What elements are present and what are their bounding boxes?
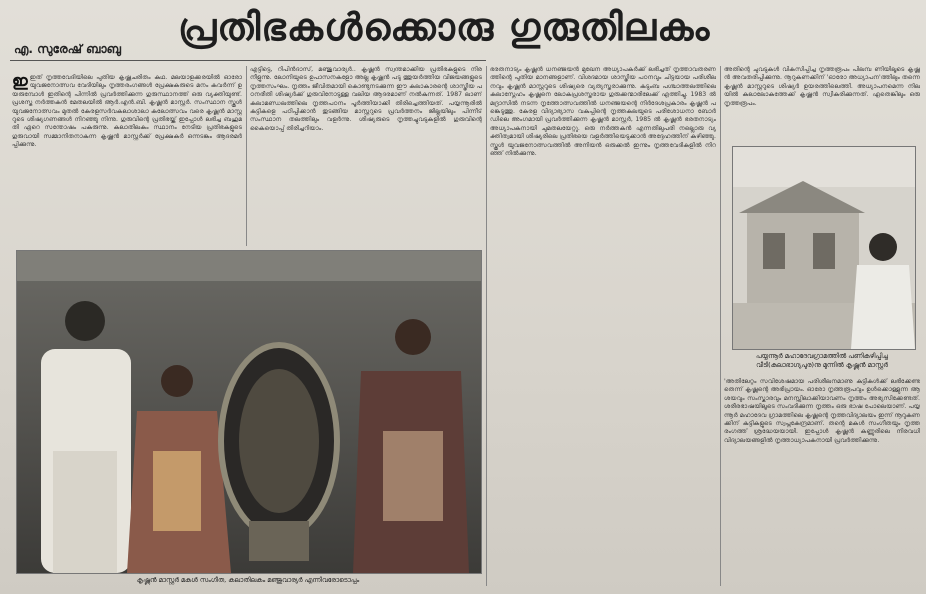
side-photo-caption-line-2: വീടി(കലാഭാഗ്യപുര)നു മുന്നിൽ കൃഷ്ണൻ മാസ്റ്റർ: [756, 361, 888, 369]
main-photo-illustration: [17, 251, 481, 573]
column-divider: [486, 66, 487, 586]
side-photo-caption: [724, 352, 920, 372]
main-photo: [16, 250, 482, 574]
main-photo-caption: കൃഷ്ണൻ മാസ്റ്റർ മകൾ സംഗീത, കലാതിലകം മഞ്ജുവാര്യർ എന്നിവരോടൊപ്പം: [136, 576, 360, 584]
side-photo-caption-line-1: പയ്യന്നൂർ മഹാദേവഗ്രാമത്തിൽ പണികഴിപ്പിച്ച: [756, 352, 888, 360]
text-column-3: [490, 66, 716, 586]
text-column-4-top: [724, 66, 920, 142]
byline-rule: [10, 60, 486, 61]
side-photo: [732, 146, 916, 350]
text-column-1: [12, 74, 242, 246]
article-byline: എ. സുരേഷ് ബാബു: [14, 42, 121, 56]
column-3-text: ഭരതനാട്യം കൃഷ്ണൻ ധനഞ്ജയൻ മുഖേന അധ്യാപകർക്ക് ലഭിച്ചത് നൃത്താവതരണത്തിന്റെ പുതിയ മാനങ്ങളാണ്. വിശദമായ ശാസ്ത്രീയ പഠനവും ചിട്ടയായ പരിശീലനവും കൃഷ്ണൻ മാസ്റ്ററുടെ ശിഷ്യരെ വ്യത്യസ്തരാക്കുന്നു. കുടുംബ പശ്ചാത്തലത്തിലെ കലാസ്നേഹം കൃഷ്ണനെ ലോകപ്രശസ്തരായ ഗുരുക്കന്മാരിലേക്ക് എത്തിച്ചു. 1983 ൽ മദ്രാസിൽ നടന്ന നൃത്തോത്സവത്തിൽ ധനഞ്ജയന്റെ നിർദേശപ്രകാരം കൃഷ്ണൻ പങ്കെടുത്തു. കേരള വിദ്യാഭ്യാസ വകുപ്പിന്റെ നൃത്തകലയുടെ പരിശോധനാ ബോർഡിലെ അംഗമായി പ്രവർത്തിക്കുന്ന കൃഷ്ണൻ മാസ്റ്റർ, 1985 ൽ കൃഷ്ണൻ ഭരതനാട്യം അധ്യാപകനായി ചുമതലയേറ്റു. ഒരു നർത്തകൻ എന്നതിലുപരി നല്ലൊരു വ്യക്തിത്വമായി ശിഷ്യരിലെ പ്രതിഭയെ വളർത്തിയെടുക്കാൻ അദ്ദേഹത്തിന് കഴിഞ്ഞു. സ്കൂൾ യുവജനോത്സവത്തിൽ അനിയൻ ഒരുക്കൽ ഇന്നും നൃത്തവേദികളിൽ നിറഞ്ഞ് നിൽക്കുന്നു.: [490, 66, 716, 158]
column-4-bottom-text: 'അതിലേറ്റം സവിശേഷമായ പരിശീലനമാണു കുട്ടികൾക്ക് ലഭിക്കേണ്ടതെന്ന് കൃഷ്ണന്റെ അഭിപ്രായം. ഓരോ നൃത്തരൂപവും ഉൾക്കൊള്ളുന്ന ആശയവും സംസ്കാരവും മനസ്സിലാക്കിയാവണം നൃത്തം അഭ്യസിക്കേണ്ടത്. ശരീരഭാഷയിലൂടെ സംവദിക്കുന്ന നൃത്തം ഒരു ഭാഷ പോലെയാണ്. പയ്യന്നൂർ മഹാദേവ ഗ്രാമത്തിലെ കൃഷ്ണന്റെ നൃത്തവിദ്യാലയം ഇന്ന് നൂറുകണക്കിന് കുട്ടികളുടെ സ്വപ്നകേന്ദ്രമാണ്. തന്റെ മകൾ സംഗീതയും നൃത്തരംഗത്ത് ശ്രദ്ധേയയായി. ഇപ്പോൾ കൃഷ്ണൻ കണ്ണൂരിലെ നിരവധി വിദ്യാലയങ്ങളിൽ നൃത്താധ്യാപകനായി പ്രവർത്തിക്കുന്നു.: [724, 378, 920, 444]
column-divider: [246, 66, 247, 246]
column-2-text: എട്ടിട്ടെ, റിപിൻദാസ്, മഞ്ജുവാര്യർ.. കൃഷ്ണൻ സ്വന്തമാക്കിയ പ്രതിഭകളുടെ നിര നീളുന്നു. ലോനിയുടെ ഉപാസനകളോ അല്ല കൃഷ്ണൻ പടു ത്തുയർത്തിയ വിജയങ്ങളുടെ നൃത്തസംഘം. നൃത്തം ജീവിതമായി കൊണ്ടുനടക്കുന്ന ഈ കലാകാരന്റെ ശാസ്ത്രീയ പഠനരീതി ശിഷ്യർക്ക് ഗുരുവിനോടുള്ള വലിയ ആദരമാണ് നൽകുന്നത്. 1987 ലാണ് കലാമണ്ഡലത്തിലെ നൃത്തപഠനം പൂർത്തിയാക്കി തിരിച്ചെത്തിയത്. പയ്യന്നൂരിൽ കുട്ടികളെ പഠിപ്പിക്കാൻ തുടങ്ങിയ മാസ്റ്ററുടെ പ്രവർത്തനം ജില്ലയിലും പിന്നീട് സംസ്ഥാന തലത്തിലും വളർന്നു. ശിഷ്യരുടെ നൃത്തച്ചുവടുകളിൽ ഗുരുവിന്റെ കൈയൊപ്പ് തിരിച്ചറിയാം.: [250, 66, 482, 132]
text-column-2: [250, 66, 482, 246]
article-headline: പ്രതിഭകൾക്കൊരു ഗുരുതിലകം: [178, 4, 711, 49]
column-divider: [720, 66, 721, 586]
column-4-top-text: അതിന്റെ ചുവടുകൾ വികസിപ്പിച്ച നൃത്തരൂപം പിലമ്പ ണിയിലൂടെ കൃഷ്ണൻ അവതരിപ്പിക്കുന്നു. നൂറുകണക്കിന് 'ഓരോ അധ്യാപന'ത്തിലും തന്നെ കൃഷ്ണൻ മാസ്റ്ററുടെ ശിഷ്യർ ഉയരത്തിലെത്തി. അധ്യാപനമെന്ന നിലയിൽ കലാലോകത്തേക്ക് കൃഷ്ണൻ സ്വീകരിക്കുന്നത്. ഏതെങ്കിലും ഒരു നൃത്തരൂപം.: [724, 66, 920, 107]
column-1-text: ഇത് നൃത്തവേദിയിലെ പുതിയ കൃഷ്ണചരിതം കഥ. മലയാളക്കരയിൽ ഓരോ യുവജനോത്സവ വേദിയിലും നൃത്തരംഗങ്ങൾ പ്രേക്ഷകരുടെ മനം കവർന്ന് ഉയരുമ്പോൾ ഇതിന്റെ പിന്നിൽ പ്രവർത്തിക്കുന്ന ഗുരുസ്ഥാനത്ത് ഒരു വ്യക്തിയുണ്ട്. പ്രശസ്ത നർത്തകൻ മേതലയിൽ ആർ.എൻ.ബി. കൃഷ്ണൻ മാസ്റ്റർ. സംസ്ഥാന സ്കൂൾ യുവജനോത്സവം മുതൽ കേരളസർവകലാശാലാ കലോത്സവം വരെ കൃഷ്ണൻ മാസ്റ്ററുടെ ശിഷ്യഗണങ്ങൾ നിറഞ്ഞു നിന്നു. ഗുരുവിന്റെ പ്രതിഭയ്ക്ക് ഇപ്പോൾ ലഭിച്ച ബഹുമതി ഏറെ സന്തോഷം പകരുന്നു. കലാതിലകം സ്ഥാനം നേടിയ പ്രതിഭകളുടെ ഗുരുവായി സമ്മാനിതനാകുന്ന കൃഷ്ണൻ മാസ്റ്റർക്ക് പ്രേക്ഷകർ ഒന്നടങ്കം ആദരമർപ്പിക്കുന്നു.: [12, 74, 242, 149]
side-photo-illustration: [733, 147, 915, 349]
drop-cap: ഇ: [12, 74, 28, 90]
text-column-4-bottom: [724, 378, 920, 586]
